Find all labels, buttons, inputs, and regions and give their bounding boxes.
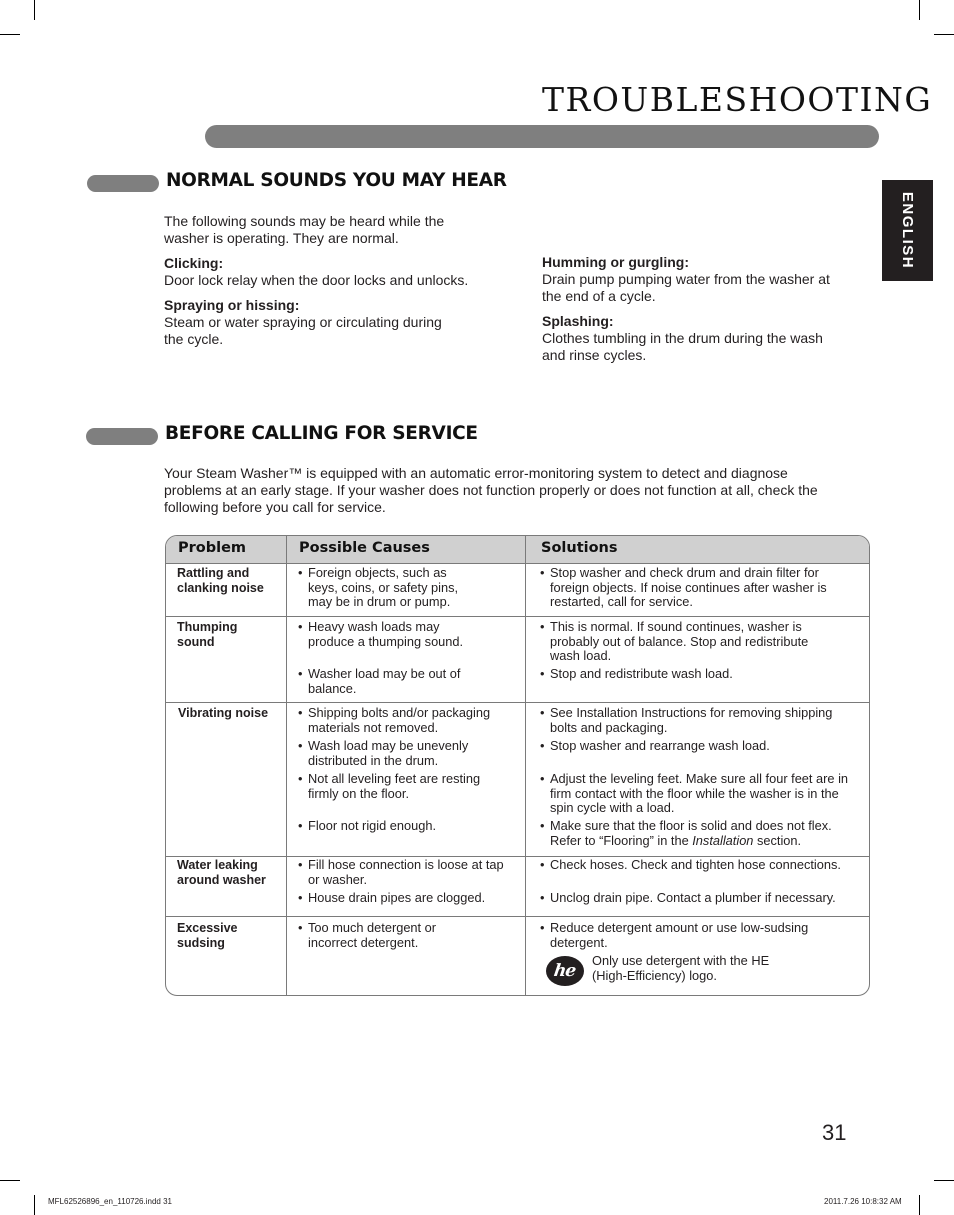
crop-mark [934, 34, 954, 35]
sound-text: Clothes tumbling in the drum during the wash and rinse cycles. [542, 330, 823, 363]
header-causes: Possible Causes [299, 540, 430, 556]
crop-mark [919, 1195, 920, 1215]
table-header [166, 536, 869, 564]
solution-item: • Stop washer and rearrange wash load. [540, 739, 770, 754]
cause-item: • Floor not rigid enough. [298, 819, 436, 834]
column-divider [525, 536, 526, 995]
solution-item [540, 819, 832, 848]
crop-mark [0, 1180, 20, 1181]
header-problem: Problem [178, 540, 247, 556]
solution-item: • See Installation Instructions for removing shipping bolts and packaging. [540, 706, 832, 735]
title-bar [205, 125, 879, 148]
crop-mark [34, 1195, 35, 1215]
cause-item: • Too much detergent or incorrect detergent. [298, 921, 436, 950]
sound-title: Splashing: [542, 313, 614, 329]
section-marker [87, 175, 159, 192]
solution-text: Make sure that the floor is solid and does not flex. Refer to “Flooring” in the [550, 818, 832, 848]
footer-date: 2011.7.26 10:8:32 AM [824, 1197, 902, 1206]
crop-mark [34, 0, 35, 20]
footer-file: MFL62526896_en_110726.indd 31 [48, 1197, 172, 1206]
cause-item: • Shipping bolts and/or packaging materials not removed. [298, 706, 490, 735]
section-marker [86, 428, 158, 445]
intro-text: The following sounds may be heard while the washer is operating. They are normal. [164, 213, 445, 246]
solution-item: • This is normal. If sound continues, washer is probably out of balance. Stop and redistribute wash load. [540, 620, 808, 664]
page-number: 31 [822, 1120, 847, 1145]
solution-item: • Stop and redistribute wash load. [540, 667, 733, 682]
problem-cell: Water leaking around washer [177, 858, 266, 887]
page-title: TROUBLESHOOTING [542, 80, 933, 119]
row-divider [166, 916, 869, 917]
cause-item: • House drain pipes are clogged. [298, 891, 485, 906]
solution-item: • Unclog drain pipe. Contact a plumber if necessary. [540, 891, 836, 906]
sound-title: Humming or gurgling: [542, 254, 689, 270]
solution-item: • Adjust the leveling feet. Make sure all four feet are in firm contact with the floor while the washer is in the spin cycle with a load. [540, 772, 848, 816]
problem-cell: Vibrating noise [178, 706, 269, 720]
sound-title: Spraying or hissing: [164, 297, 300, 313]
sound-text: Drain pump pumping water from the washer at the end of a cycle. [542, 271, 830, 304]
he-logo-icon [546, 956, 584, 986]
sound-item [164, 255, 504, 289]
he-note: Only use detergent with the HE (High-Efficiency) logo. [592, 953, 770, 983]
problem-cell: Thumping sound [177, 620, 238, 649]
sound-text: Door lock relay when the door locks and unlocks. [164, 272, 469, 288]
problem-cell: Rattling and clanking noise [177, 566, 264, 595]
sound-item [164, 297, 504, 348]
sound-item [542, 254, 872, 305]
header-solutions: Solutions [541, 540, 618, 556]
cause-item: • Foreign objects, such as keys, coins, or safety pins, may be in drum or pump. [298, 566, 458, 610]
sound-text: Steam or water spraying or circulating during the cycle. [164, 314, 442, 347]
service-intro-text: Your Steam Washer™ is equipped with an automatic error-monitoring system to detect and diagnose problems at an early stage. If your washer does not function properly or does not function at all, check the following before you call for service. [164, 465, 818, 515]
normal-sounds-heading: NORMAL SOUNDS YOU MAY HEAR [166, 170, 507, 191]
solution-italic: Installation [692, 832, 754, 848]
cause-item: • Wash load may be unevenly distributed in the drum. [298, 739, 468, 768]
solution-tail: section. [753, 832, 802, 848]
he-logo-text: he [553, 961, 577, 981]
crop-mark [919, 0, 920, 20]
normal-sounds-intro [164, 213, 494, 247]
problem-cell: Excessive sudsing [177, 921, 238, 950]
sound-item [542, 313, 872, 364]
cause-item: • Fill hose connection is loose at tap or washer. [298, 858, 504, 887]
cause-item: • Heavy wash loads may produce a thumping sound. [298, 620, 463, 649]
crop-mark [934, 1180, 954, 1181]
crop-mark [0, 34, 20, 35]
column-divider [286, 536, 287, 995]
solution-item: • Stop washer and check drum and drain filter for foreign objects. If noise continues after washer is restarted, call for service. [540, 566, 827, 610]
solution-item: • Reduce detergent amount or use low-sudsing detergent. [540, 921, 808, 950]
language-tab-label: ENGLISH [899, 191, 916, 270]
cause-item: • Washer load may be out of balance. [298, 667, 460, 696]
row-divider [166, 616, 869, 617]
cause-item: • Not all leveling feet are resting firmly on the floor. [298, 772, 480, 801]
sound-title: Clicking: [164, 255, 224, 271]
row-divider [166, 702, 869, 703]
language-tab [882, 180, 933, 281]
service-intro [164, 465, 874, 516]
solution-item: • Check hoses. Check and tighten hose connections. [540, 858, 841, 873]
service-heading: BEFORE CALLING FOR SERVICE [165, 423, 478, 444]
